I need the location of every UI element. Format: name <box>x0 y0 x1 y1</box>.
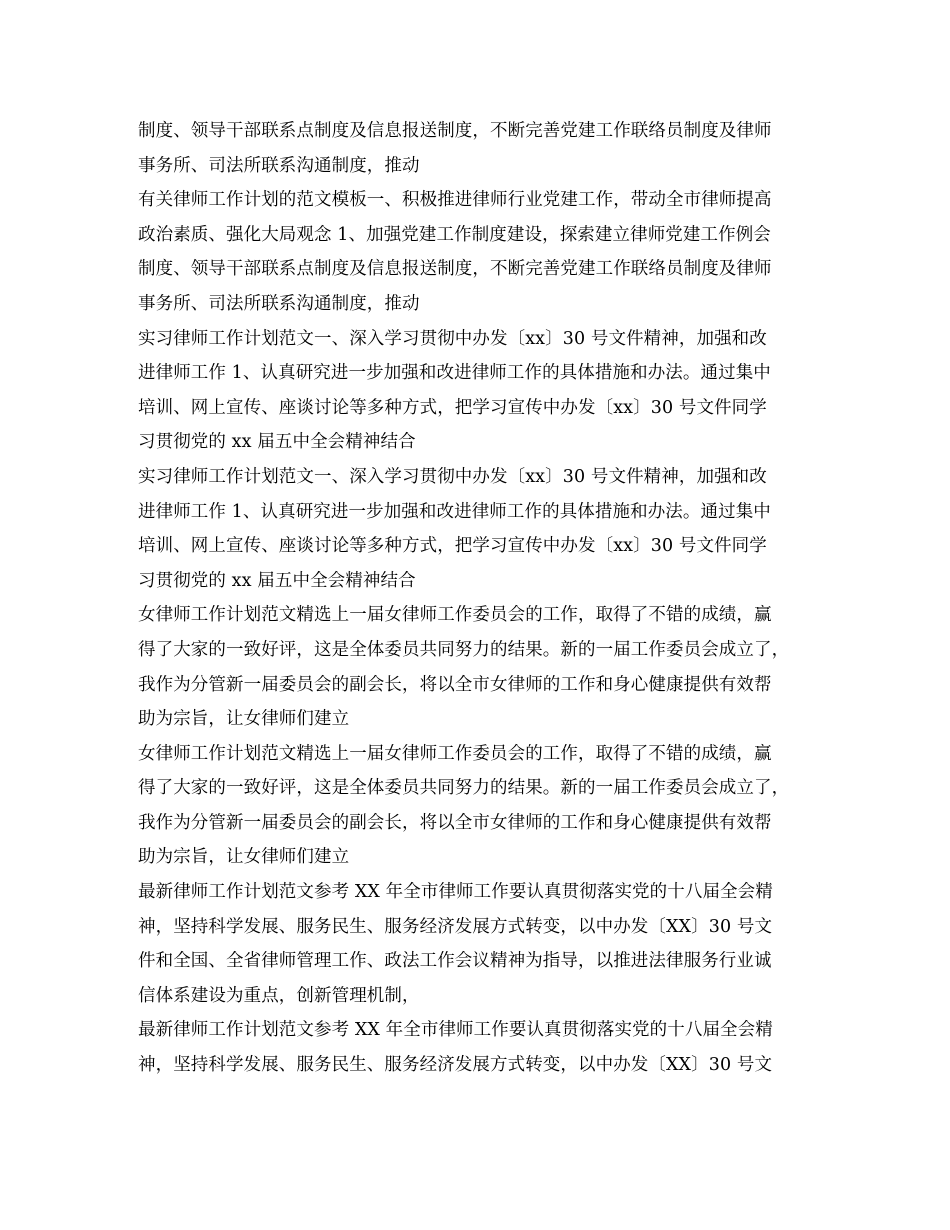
text-line: 习贯彻党的 xx 届五中全会精神结合 <box>138 570 416 591</box>
text-line: 得了大家的一致好评，这是全体委员共同努力的结果。新的一届工作委员会成立了， <box>138 778 790 799</box>
text-line: 制度、领导干部联系点制度及信息报送制度，不断完善党建工作联络员制度及律师 <box>138 121 772 141</box>
text-line: 事务所、司法所联系沟通制度，推动 <box>138 293 420 314</box>
text-line: 事务所、司法所联系沟通制度，推动 <box>138 155 420 176</box>
text-line: 最新律师工作计划范文参考 XX 年全市律师工作要认真贯彻落实党的十八届全会精 <box>138 882 773 903</box>
text-line: 习贯彻党的 xx 届五中全会精神结合 <box>138 432 416 453</box>
text-line: 得了大家的一致好评，这是全体委员共同努力的结果。新的一届工作委员会成立了， <box>138 639 790 660</box>
text-line: 实习律师工作计划范文一、深入学习贯彻中办发〔xx〕30 号文件精神，加强和改 <box>138 466 767 487</box>
text-line: 女律师工作计划范文精选上一届女律师工作委员会的工作，取得了不错的成绩，赢 <box>138 605 772 626</box>
text-line: 件和全国、全省律师管理工作、政法工作会议精神为指导，以推进法律服务行业诚 <box>138 951 772 972</box>
text-line: 制度、领导干部联系点制度及信息报送制度，不断完善党建工作联络员制度及律师 <box>138 259 772 280</box>
text-line: 实习律师工作计划范文一、深入学习贯彻中办发〔xx〕30 号文件精神，加强和改 <box>138 328 767 349</box>
text-line: 进律师工作 1、认真研究进一步加强和改进律师工作的具体措施和办法。通过集中 <box>138 501 771 522</box>
text-line: 政治素质、强化大局观念 1、加强党建工作制度建设，探索建立律师党建工作例会 <box>138 224 771 245</box>
text-line: 助为宗旨，让女律师们建立 <box>138 709 350 730</box>
text-line: 培训、网上宣传、座谈讨论等多种方式，把学习宣传中办发〔xx〕30 号文件同学 <box>138 536 767 557</box>
text-line: 信体系建设为重点，创新管理机制， <box>138 985 420 1006</box>
text-line: 神，坚持科学发展、服务民生、服务经济发展方式转变，以中办发〔XX〕30 号文 <box>138 1055 773 1076</box>
document-body <box>138 114 818 1083</box>
text-line: 进律师工作 1、认真研究进一步加强和改进律师工作的具体措施和办法。通过集中 <box>138 363 771 384</box>
text-line: 培训、网上宣传、座谈讨论等多种方式，把学习宣传中办发〔xx〕30 号文件同学 <box>138 397 767 418</box>
text-line: 最新律师工作计划范文参考 XX 年全市律师工作要认真贯彻落实党的十八届全会精 <box>138 1020 773 1041</box>
text-line: 我作为分管新一届委员会的副会长，将以全市女律师的工作和身心健康提供有效帮 <box>138 812 772 833</box>
text-line: 有关律师工作计划的范文模板一、积极推进律师行业党建工作，带动全市律师提高 <box>138 190 772 211</box>
text-line: 神，坚持科学发展、服务民生、服务经济发展方式转变，以中办发〔XX〕30 号文 <box>138 916 773 937</box>
text-line: 我作为分管新一届委员会的副会长，将以全市女律师的工作和身心健康提供有效帮 <box>138 674 772 695</box>
text-line: 助为宗旨，让女律师们建立 <box>138 847 350 868</box>
text-line: 女律师工作计划范文精选上一届女律师工作委员会的工作，取得了不错的成绩，赢 <box>138 743 772 764</box>
